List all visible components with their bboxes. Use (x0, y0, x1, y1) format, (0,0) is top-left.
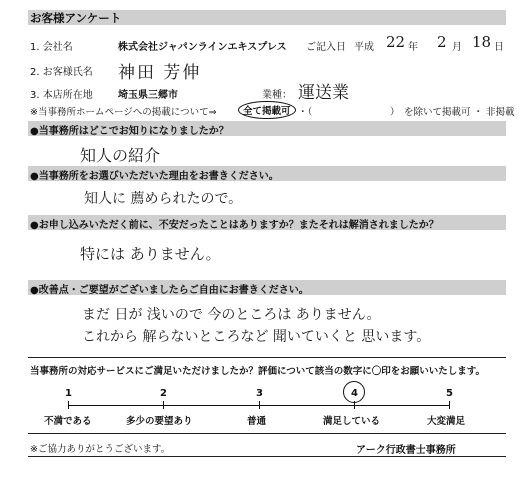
footer-office: アーク行政書士事務所 (356, 445, 456, 456)
name-label: 2. お客様氏名 (30, 67, 93, 78)
rating-tick (259, 401, 260, 409)
question-1-answer: 知人の紹介 (80, 146, 161, 165)
consent-paren-close: ） (390, 107, 400, 118)
industry-label: 業種： (262, 90, 292, 101)
company-label: 1. 会社名 (30, 42, 73, 53)
rating-option-4-number[interactable]: 4 (351, 388, 358, 399)
question-4-label: ●改善点・ご要望がございましたらご自由にお書きください。 (30, 285, 309, 296)
rating-option-1-label: 不満である (44, 416, 92, 427)
divider (28, 456, 506, 457)
rating-tick (449, 401, 450, 409)
divider (28, 357, 506, 358)
question-1-label: ●当事務所はどこでお知りになりましたか？ (30, 126, 229, 137)
question-4-answer-line-1: まだ 日が 浅いので 今のところは ありません。 (82, 307, 381, 323)
address-label: 3. 本店所在地 (30, 90, 93, 101)
consent-option-full: 全て掲載可 (238, 101, 296, 119)
date-month: 2 (437, 33, 447, 51)
day-unit: 日 (494, 42, 504, 53)
rating-tick (68, 401, 69, 409)
rating-option-2-number[interactable]: 2 (160, 388, 167, 399)
rating-question: 当事務所の対応サービスにご満足いただけましたか？評価について該当の数字に〇印をお願いいたします。 (30, 366, 486, 377)
industry-value: 運送業 (298, 83, 349, 103)
month-unit: 月 (452, 42, 462, 53)
era-label: 平成 (354, 42, 374, 53)
rating-option-4-label: 満足している (323, 416, 381, 427)
year-unit: 年 (408, 42, 418, 53)
rating-option-1-number[interactable]: 1 (65, 388, 72, 399)
rating-option-5-label: 大変満足 (427, 416, 466, 427)
rating-tick (163, 401, 164, 409)
rating-option-2-label: 多少の要望あり (126, 416, 193, 427)
company-value: 株式会社ジャパンラインエキスプレス (118, 42, 287, 53)
question-2-answer: 知人に 薦められたので。 (84, 191, 243, 207)
question-4-answer-line-2: これから 解らないところなど 聞いていくと 思います。 (82, 329, 431, 345)
rating-option-3-label: 普通 (247, 416, 267, 427)
form-title: お客様アンケート (30, 11, 122, 25)
question-3-label: ●お申し込みいただく前に、不安だったことはありますか？またそれは解消されましたか？ (30, 220, 439, 231)
footer-thanks: ※ご協力ありがとうございます。 (30, 444, 171, 455)
consent-sep: ・（ (298, 107, 313, 118)
address-value: 埼玉県三郷市 (118, 90, 178, 101)
divider (28, 433, 506, 434)
date-day: 18 (472, 33, 492, 51)
entry-date-label: ご記入日 (306, 42, 346, 53)
question-3-answer: 特には ありません。 (80, 245, 221, 263)
name-value: 神田 芳伸 (118, 63, 202, 83)
rating-option-3-number[interactable]: 3 (256, 388, 263, 399)
consent-suffix: を除いて掲載可 ・ 非掲載 (404, 107, 515, 118)
date-year: 22 (386, 33, 406, 51)
consent-prefix: ※当事務所ホームページへの掲載について⇒ (30, 107, 217, 118)
rating-option-5-number[interactable]: 5 (446, 388, 453, 399)
question-2-label: ●当事務所をお選びいただいた理由をお書きください。 (30, 171, 279, 182)
